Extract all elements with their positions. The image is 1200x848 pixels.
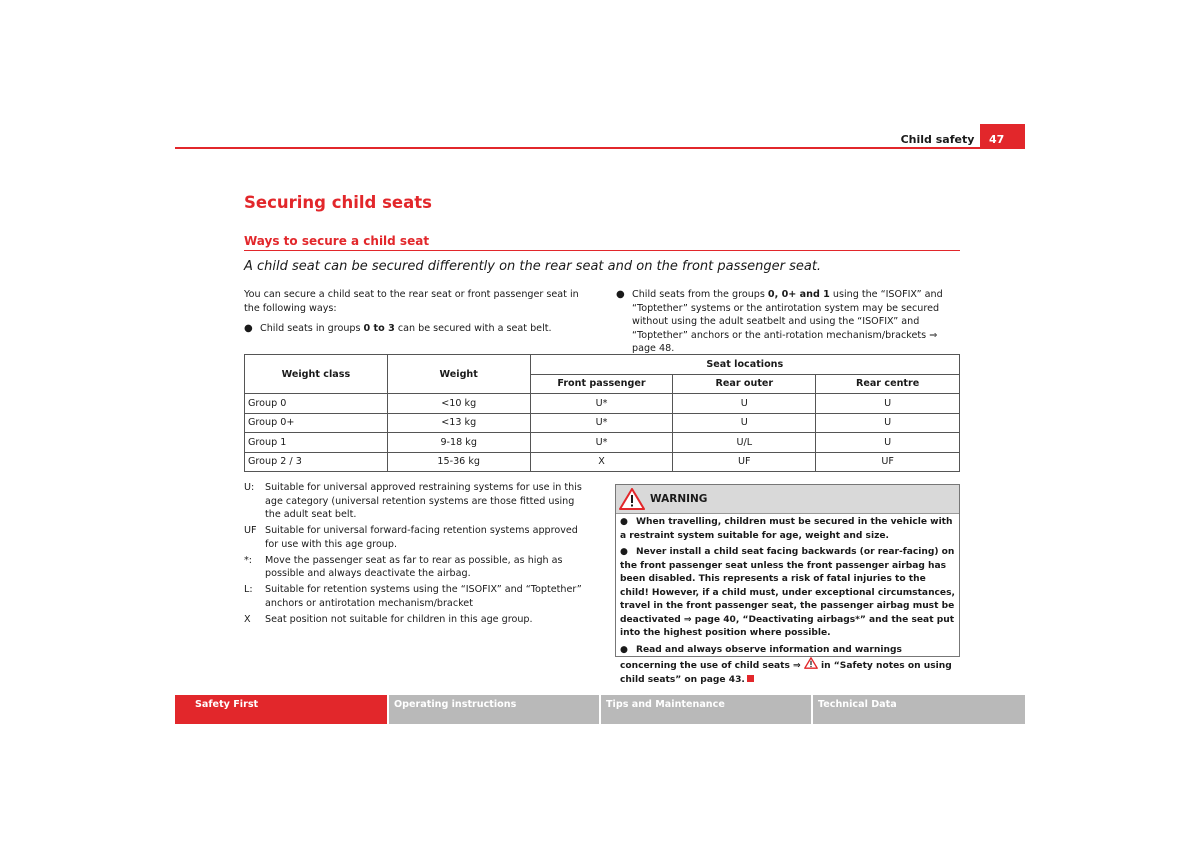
cell-weight: 9-18 kg <box>387 433 530 453</box>
legend <box>244 481 592 629</box>
table-row <box>245 413 960 433</box>
header-rule <box>175 147 1025 149</box>
cell-front: U* <box>530 394 673 414</box>
end-square-icon <box>747 675 754 682</box>
legend-item <box>244 583 592 610</box>
legend-text: Suitable for retention systems using the “ISOFIX” and “Toptether” anchors or antirotation mechanism/bracket <box>265 584 582 609</box>
legend-item <box>244 524 592 551</box>
legend-item <box>244 554 592 581</box>
intro-text: A child seat can be secured differently on the rear seat and on the front passenger seat. <box>244 259 822 274</box>
cell-centre: U <box>816 433 960 453</box>
legend-key: X <box>244 613 251 625</box>
legend-key: *: <box>244 554 253 566</box>
warning-box <box>615 484 960 685</box>
cell-weight: <10 kg <box>387 394 530 414</box>
bullet-icon: ● <box>620 517 628 527</box>
legend-key: L: <box>244 584 253 595</box>
warning-label: WARNING <box>650 493 708 505</box>
header-weight: Weight <box>387 355 530 394</box>
bullet-icon: ● <box>620 644 628 655</box>
legend-item <box>244 613 592 627</box>
header-rear-outer: Rear outer <box>673 374 816 394</box>
footer-tab-safety-first[interactable]: Safety First <box>175 695 387 724</box>
bullet-bold: 0 to 3 <box>363 323 395 334</box>
legend-text: Seat position not suitable for children in this age group. <box>265 613 533 625</box>
left-column <box>244 288 584 336</box>
cell-front: X <box>530 452 673 472</box>
section-title: Securing child seats <box>244 193 432 212</box>
warning-text: When travelling, children must be secured in the vehicle with a restraint system suitable for age, weight and size. <box>620 517 953 541</box>
bullet-text: using the “ISOFIX” and “Toptether” systems or the antirotation system may be secured without using the adult seatbelt and using the “ISOFIX” and “Toptether” anchors or the anti-rotation mechanism/brackets ⇒ page 48. <box>632 289 943 354</box>
warning-item <box>620 546 955 641</box>
cell-centre: UF <box>816 452 960 472</box>
cell-outer: U <box>673 413 816 433</box>
legend-key: UF <box>244 525 257 536</box>
footer-tab-operating-instructions[interactable]: Operating instructions <box>389 695 599 724</box>
bullet-bold: 0, 0+ and 1 <box>767 289 830 300</box>
warning-triangle-icon <box>619 488 645 510</box>
subsection-title: Ways to secure a child seat <box>244 234 430 248</box>
cell-centre: U <box>816 394 960 414</box>
legend-text: Move the passenger seat as far to rear as possible, as high as possible and always deactivate the airbag. <box>265 554 563 579</box>
cell-outer: UF <box>673 452 816 472</box>
right-column <box>616 288 960 356</box>
bullet-text: Child seats from the groups <box>632 289 768 300</box>
left-paragraph: You can secure a child seat to the rear seat or front passenger seat in the following ways: <box>244 289 579 314</box>
warning-header <box>616 485 959 514</box>
seat-locations-table <box>244 354 960 472</box>
page-number: 47 <box>980 124 1025 149</box>
bullet-text: Child seats in groups <box>260 323 364 334</box>
bullet-icon: ● <box>244 323 253 334</box>
footer-tab-technical-data[interactable]: Technical Data <box>813 695 1025 724</box>
warning-text: in “Safety notes on using child seats” on page 43. <box>620 661 952 685</box>
header-front-passenger: Front passenger <box>530 374 673 394</box>
legend-key: U: <box>244 482 255 493</box>
bullet-icon: ● <box>616 289 625 300</box>
warning-triangle-icon <box>804 657 818 669</box>
subsection-rule <box>244 250 960 251</box>
warning-item <box>620 516 955 543</box>
cell-outer: U <box>673 394 816 414</box>
table-row <box>245 452 960 472</box>
cell-group: Group 0 <box>245 394 388 414</box>
warning-item <box>620 644 955 688</box>
table-row <box>245 433 960 453</box>
cell-group: Group 2 / 3 <box>245 452 388 472</box>
legend-text: Suitable for universal forward-facing retention systems approved for use with this age group. <box>265 525 578 550</box>
header-seat-locations: Seat locations <box>530 355 959 375</box>
header-weight-class: Weight class <box>245 355 388 394</box>
bullet-icon: ● <box>620 547 628 557</box>
cell-weight: 15-36 kg <box>387 452 530 472</box>
warning-text: Read and always observe information and warnings concerning the use of child seats ⇒ <box>620 644 902 671</box>
legend-text: Suitable for universal approved restraining systems for use in this age category (universal retention systems are those fitted using the adult seat belt. <box>265 482 582 520</box>
chapter-title: Child safety <box>900 133 975 146</box>
right-bullet <box>616 288 960 356</box>
warning-text: Never install a child seat facing backwards (or rear-facing) on the front passenger seat unless the front passenger airbag has been disabled. This represents a risk of fatal injuries to the child! However, if a child must, under exceptional circumstances, travel in the front passenger seat, the passenger airbag must be deactivated ⇒ page 40, “Deactivating airbags*” and the seat put into the highest position where possible. <box>620 547 955 638</box>
header-rear-centre: Rear centre <box>816 374 960 394</box>
bullet-text: can be secured with a seat belt. <box>394 323 552 334</box>
footer-tab-tips-and-maintenance[interactable]: Tips and Maintenance <box>601 695 811 724</box>
cell-group: Group 0+ <box>245 413 388 433</box>
cell-weight: <13 kg <box>387 413 530 433</box>
left-bullet <box>244 322 584 336</box>
legend-item <box>244 481 592 522</box>
cell-outer: U/L <box>673 433 816 453</box>
cell-front: U* <box>530 433 673 453</box>
table-row <box>245 394 960 414</box>
warning-body <box>616 514 959 687</box>
cell-front: U* <box>530 413 673 433</box>
cell-centre: U <box>816 413 960 433</box>
cell-group: Group 1 <box>245 433 388 453</box>
